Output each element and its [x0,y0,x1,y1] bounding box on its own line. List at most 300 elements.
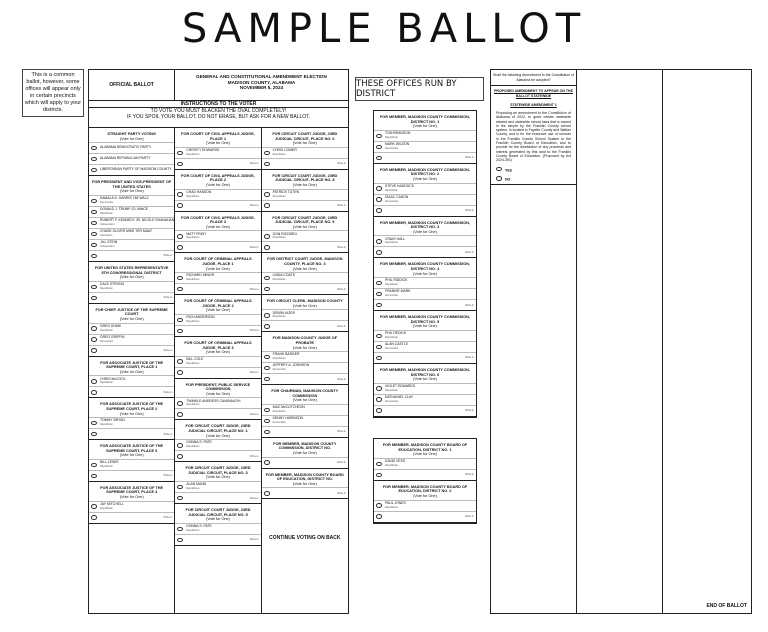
write-in-option[interactable] [175,241,260,252]
write-in-option[interactable] [89,386,174,397]
write-in-option[interactable] [175,534,260,545]
election-line: MADISON COUNTY, ALABAMA [227,79,296,85]
ballot-oval[interactable] [91,463,97,468]
write-in-label: Write-in [249,162,259,166]
write-in-option[interactable] [89,512,174,523]
write-in-option[interactable] [175,158,260,169]
candidate-option[interactable] [89,501,174,512]
vote-for-one: (Vote for One) [119,136,144,141]
candidate-option[interactable] [89,142,174,153]
ballot-oval[interactable] [177,162,183,167]
candidate-name: BILL LEWIS [100,460,119,465]
candidate-option[interactable] [374,235,476,246]
candidate-party: Republican [385,188,398,192]
candidate-option[interactable] [262,272,348,283]
write-in-label: Write-in [465,250,474,254]
ballot-oval[interactable] [376,408,382,413]
candidate-name: PHIL RIDDICK [385,278,408,283]
write-in-label: Write-in [337,287,346,291]
candidate-name-block [273,417,303,425]
ballot-oval[interactable] [177,527,183,532]
candidate-option[interactable] [262,404,348,415]
write-in-option[interactable] [374,405,476,416]
candidate-name-block [100,325,121,333]
ballot-oval[interactable] [177,454,183,459]
candidate-party: Democratic [272,420,286,424]
vote-for-one: (Vote for One) [206,475,230,480]
ballot-oval[interactable] [177,287,183,292]
write-in-label: Write-in [163,474,173,478]
ballot-oval[interactable] [376,239,382,244]
ballot-oval[interactable] [177,203,183,208]
candidate-option[interactable] [374,183,476,194]
race-title [175,504,260,523]
candidate-name: MATT FRIDY [186,231,207,236]
ballot-oval[interactable] [91,515,97,520]
write-in-option[interactable] [262,487,348,498]
ballot-oval[interactable] [376,208,382,213]
candidate-name-block [186,316,214,324]
candidate-name: LIBERTARIAN PARTY OF MADISON COUNTY [100,167,172,172]
write-in-label: Write-in [465,303,474,307]
ballot-oval[interactable] [177,192,183,197]
candidate-name: JILL STEIN [100,240,118,245]
candidate-name: ALABAMA REPUBLICAN PARTY [100,156,151,161]
vote-for-one: (Vote for One) [413,324,437,329]
ballot-oval[interactable] [264,234,270,239]
ballot-oval[interactable] [91,379,97,384]
race-block [175,379,260,421]
vote-for-one: (Vote for One) [292,141,317,146]
amendment-proposed: PROPOSED AMENDMENT TO APPEAR ON THE BALLOT STATEWIDE [494,89,573,98]
ballot-oval[interactable] [91,243,97,248]
race-block [89,128,174,176]
vote-for-one: (Vote for One) [413,452,437,457]
district-education-box [373,438,477,524]
amendment-yes-option[interactable] [491,165,576,175]
vote-for-one: (Vote for One) [206,224,230,229]
write-in-option[interactable] [262,457,348,468]
candidate-party: Republican [186,445,200,449]
write-in-option[interactable] [262,320,348,331]
write-in-option[interactable] [89,292,174,303]
candidate-name-block [273,191,299,199]
candidate-party: Democratic [272,368,286,372]
race-title [374,439,476,458]
candidate-name-block [385,332,406,340]
candidate-name-block [385,196,408,204]
ballot-oval[interactable] [264,377,270,382]
candidate-party: Republican [100,464,113,468]
candidate-name: STEVE HADDOCK [385,183,415,188]
write-in-option[interactable] [374,469,476,480]
candidate-option[interactable] [175,147,260,158]
candidate-option[interactable] [89,195,174,206]
ballot-oval[interactable] [91,210,97,215]
ballot-oval[interactable] [91,168,97,173]
ballot-oval[interactable] [264,162,270,167]
candidate-party: Republican [186,403,200,407]
district-heading: THESE OFFICES RUN BY DISTRICT [355,77,484,101]
ballot-oval[interactable] [264,460,270,465]
candidate-option[interactable] [89,217,174,228]
candidate-name-block [100,378,126,386]
write-in-label: Write-in [337,204,346,208]
ballot-oval[interactable] [264,203,270,208]
candidate-name: PAUL JONES [385,500,406,505]
ballot-oval[interactable] [376,334,382,339]
write-in-option[interactable] [262,283,348,294]
write-in-option[interactable] [374,511,476,522]
candidate-name: GREG GRIFFIN [100,334,125,339]
candidate-option[interactable] [175,481,260,492]
race-block [262,438,348,469]
race-title [175,170,260,189]
candidate-party: Democratic [385,294,399,298]
write-in-option[interactable] [374,246,476,257]
ballot-oval[interactable] [91,221,97,226]
race-block [89,357,174,399]
write-in-option[interactable] [374,152,476,163]
candidate-option[interactable] [262,415,348,426]
write-in-option[interactable] [89,428,174,439]
candidate-name: PHIL REDICK [385,331,407,336]
write-in-label: Write-in [249,329,259,333]
candidate-option[interactable] [374,130,476,141]
race-office: FOR DISTRICT COURT JUDGE, MADISON COUNTY, PLACE NO. 3 [267,257,343,266]
ballot-oval[interactable] [264,245,270,250]
candidate-name-block [100,283,124,291]
election-line: NOVEMBER 5, 2024 [239,85,284,90]
write-in-option[interactable] [262,426,348,437]
end-of-ballot: END OF BALLOT [706,603,747,609]
write-in-option[interactable] [262,373,348,384]
candidate-option[interactable] [374,458,476,469]
candidate-option[interactable] [89,239,174,250]
ballot-oval[interactable] [91,285,97,290]
write-in-option[interactable] [175,283,260,294]
ballot-oval[interactable] [376,356,382,361]
blank-column [577,70,663,613]
official-ballot-label: OFFICIAL BALLOT [89,70,175,100]
race-office: FOR MADISON COUNTY JUDGE OF PROBATE [272,336,338,345]
candidate-option[interactable] [374,277,476,288]
candidate-party: Republican [385,388,398,392]
race-title [175,212,260,231]
ballot-oval[interactable] [376,397,382,402]
candidate-option[interactable] [374,500,476,511]
candidate-party: Republican [186,236,200,240]
ballot-oval[interactable] [264,192,270,197]
write-in-option[interactable] [175,200,260,211]
ballot-oval[interactable] [264,287,270,292]
candidate-name-block [100,503,124,511]
ballot-oval[interactable] [376,345,382,350]
candidate-option[interactable] [262,362,348,373]
candidate-option[interactable] [374,394,476,405]
candidate-option[interactable] [89,164,174,175]
candidate-option[interactable] [262,351,348,362]
ballot-oval[interactable] [376,134,382,139]
ballot-oval[interactable] [177,412,183,417]
write-in-option[interactable] [374,205,476,216]
candidate-option[interactable] [89,375,174,386]
race-title [175,379,260,398]
ballot-oval[interactable] [376,250,382,255]
amendment-no-option[interactable] [491,174,576,185]
write-in-option[interactable] [374,352,476,363]
race-office: FOR PRESIDENT AND VICE-PRESIDENT OF THE UNITED STATES [92,180,172,189]
ballot-oval[interactable] [376,197,382,202]
race-block [89,440,174,482]
candidate-name-block [100,157,150,161]
race-office: FOR ASSOCIATE JUSTICE OF THE SUPREME COURT, PLACE 2 [100,402,164,411]
ballot-oval[interactable] [376,186,382,191]
candidate-option[interactable] [374,341,476,352]
amendment-column [491,70,577,613]
candidate-option[interactable] [89,459,174,470]
write-in-option[interactable] [175,408,260,419]
ballot-oval[interactable] [91,326,97,331]
ballot-oval[interactable] [376,503,382,508]
vote-for-one: (Vote for One) [292,398,317,403]
ballot-oval[interactable] [264,324,270,329]
race-title [374,217,476,236]
ballot-oval[interactable] [177,318,183,323]
candidate-name: TOM BRANDON [385,130,411,135]
ballot-oval[interactable] [264,408,270,413]
write-in-option[interactable] [89,250,174,261]
candidate-name-block [186,274,214,282]
ballot-oval[interactable] [91,232,97,237]
race-office: FOR CIRCUIT COURT JUDGE, 23RD JUDICIAL CIRCUIT, PLACE NO. 6 [272,132,338,141]
candidate-party: Republican [272,152,286,156]
candidate-name-block [100,336,125,344]
candidate-party: Republican [272,278,286,282]
candidate-option[interactable] [89,153,174,164]
candidate-option[interactable] [374,288,476,299]
ballot-oval[interactable] [177,151,183,156]
candidate-name-block [385,502,406,510]
ballot-oval[interactable] [376,156,382,161]
candidate-option[interactable] [89,228,174,239]
candidate-party: Independent [100,222,115,226]
write-in-option[interactable] [175,492,260,503]
race-office: FOR MEMBER, MADISON COUNTY COMMISSION, DISTRICT NO. 4 [379,262,470,271]
race-office: FOR CHIEF JUSTICE OF THE SUPREME COURT [95,307,168,317]
write-in-option[interactable] [175,325,260,336]
yes-label: YES [505,168,513,173]
race-title [262,170,348,189]
ballot-oval[interactable] [91,157,97,162]
ballot-oval[interactable] [91,146,97,151]
ballot-oval[interactable] [264,491,270,496]
race-title [175,295,260,314]
race-office: FOR CIRCUIT COURT JUDGE, 23RD JUDICIAL CIRCUIT, PLACE NO. 5 [185,508,251,517]
candidate-option[interactable] [262,147,348,158]
candidate-option[interactable] [262,189,348,200]
candidate-name-block [100,461,118,469]
instructions-line: TO VOTE YOU MUST BLACKEN THE OVAL COMPLETELY! [150,108,287,114]
ballot-oval[interactable] [177,370,183,375]
candidate-option[interactable] [89,323,174,334]
candidate-option[interactable] [175,439,260,450]
ballot-oval[interactable] [376,514,382,519]
ballot-oval[interactable] [264,430,270,435]
race-office: FOR MEMBER, MADISON COUNTY COMMISSION, DISTRICT NO. 3 [379,220,470,230]
race-title [374,481,476,500]
write-in-option[interactable] [175,450,260,461]
page-title: SAMPLE BALLOT [181,6,587,52]
write-in-label: Write-in [465,209,474,213]
ballot-oval[interactable] [91,348,97,353]
district-commission-box [373,110,477,418]
write-in-label: Write-in [249,245,259,249]
ballot-oval[interactable] [264,151,270,156]
ballot-oval[interactable] [376,281,382,286]
ballot-oval[interactable] [376,386,382,391]
candidate-name: PATRICK TUTEN [272,189,300,194]
vote-for-one: (Vote for One) [206,308,230,313]
ballot-oval[interactable] [177,538,183,543]
race-block [262,385,348,438]
vote-for-one: (Vote for One) [413,377,437,382]
ballot-oval[interactable] [177,329,183,334]
write-in-option[interactable] [374,299,476,310]
ballot-oval[interactable] [264,355,270,360]
instructions [89,101,348,128]
ballot-oval[interactable] [177,401,183,406]
candidate-name-block [186,358,203,366]
ballot-oval[interactable] [91,337,97,342]
candidate-option[interactable] [175,272,260,283]
ballot-oval[interactable] [91,296,97,301]
write-in-option[interactable] [262,200,348,211]
vote-for-one: (Vote for One) [206,350,230,355]
candidate-option[interactable] [175,230,260,241]
write-in-option[interactable] [262,158,348,169]
candidate-option[interactable] [175,523,260,534]
race-block [262,469,348,500]
write-in-option[interactable] [89,345,174,356]
candidate-name: ALABAMA DEMOCRATIC PARTY [100,145,152,150]
candidate-name-block [385,396,413,404]
race-title [262,253,348,272]
candidate-option[interactable] [89,281,174,292]
candidate-party: Republican [385,463,398,467]
race-block [374,364,476,417]
candidate-option[interactable] [374,330,476,341]
vote-for-one: (Vote for One) [119,453,144,458]
candidate-party: Republican [186,361,200,365]
write-in-label: Write-in [249,538,259,542]
race-block [89,176,174,262]
write-in-option[interactable] [175,367,260,378]
candidate-name-block [186,525,212,533]
candidate-option[interactable] [374,141,476,152]
ballot-oval[interactable] [177,359,183,364]
candidate-name: CHRIS COMER [272,147,297,152]
ballot-oval[interactable] [91,254,97,259]
candidate-option[interactable] [262,230,348,241]
race-office: FOR MEMBER, MADISON COUNTY COMMISSION, DISTRICT NO. 6 [379,367,470,377]
ballot-oval[interactable] [177,245,183,250]
candidate-option[interactable] [175,314,260,325]
candidate-option[interactable] [89,417,174,428]
candidate-name: CHASE OLIVER MIKE TER MAAT [100,229,153,234]
ballot-oval[interactable] [376,292,382,297]
ballot-oval[interactable] [376,473,382,478]
candidate-party: Democratic [385,399,399,403]
candidate-name: ALAN CASTLE [385,342,408,347]
write-in-option[interactable] [262,241,348,252]
ballot-oval[interactable] [177,443,183,448]
write-in-label: Write-in [465,409,474,413]
candidate-option[interactable] [374,383,476,394]
candidate-option[interactable] [175,356,260,367]
candidate-name-block [385,290,410,298]
vote-for-one: (Vote for One) [206,141,230,146]
candidate-option[interactable] [89,206,174,217]
ballot-oval[interactable] [91,421,97,426]
ballot-oval[interactable] [177,276,183,281]
race-title [374,311,476,330]
candidate-option[interactable] [262,309,348,320]
ballot-oval[interactable] [376,145,382,150]
vote-for-one: (Vote for One) [206,517,230,522]
ballot-oval[interactable] [177,496,183,501]
race-title [89,262,174,281]
candidate-name-block [186,441,212,449]
ballot-oval[interactable] [91,199,97,204]
ballot-oval[interactable] [91,432,97,437]
ballot-oval[interactable] [376,303,382,308]
race-office: FOR MEMBER, MADISON COUNTY COMMISSION, DISTRICT NO. [273,441,337,451]
candidate-name-block [385,343,408,351]
vote-for-one: (Vote for One) [413,229,437,234]
ballot-oval[interactable] [91,390,97,395]
write-in-label: Write-in [249,454,259,458]
candidate-option[interactable] [374,194,476,205]
candidate-name: DALE STRONG [100,281,125,286]
ballot-oval[interactable] [177,485,183,490]
instructions-header: INSTRUCTIONS TO THE VOTER [89,101,348,108]
ballot-oval[interactable] [264,313,270,318]
ballot-oval[interactable] [91,474,97,479]
race-office: FOR UNITED STATES REPRESENTATIVE 5TH CONGRESSIONAL DISTRICT [94,265,169,275]
race-block [175,295,260,337]
write-in-option[interactable] [89,470,174,481]
ballot-oval[interactable] [177,234,183,239]
candidate-option[interactable] [175,189,260,200]
candidate-name: DONNA S. PATE [186,524,212,529]
candidate-party: Republican [100,286,113,290]
write-in-label: Write-in [163,390,173,394]
candidate-party: Republican [385,283,398,287]
candidate-option[interactable] [175,397,260,408]
candidate-name: ROBERT F. KENNEDY JR. NICOLE SHANAHAN [100,218,175,223]
ballot-oval[interactable] [264,276,270,281]
candidate-option[interactable] [89,334,174,345]
race-office: FOR ASSOCIATE JUSTICE OF THE SUPREME COURT, PLACE 4 [100,485,164,495]
ballot-oval[interactable] [264,419,270,424]
ballot-oval[interactable] [264,366,270,371]
ballot-oval[interactable] [91,504,97,509]
ballot-oval[interactable] [376,462,382,467]
instructions-line: IF YOU SPOIL YOUR BALLOT, DO NOT ERASE, BUT ASK FOR A NEW BALLOT. [126,114,311,120]
candidate-name-block [100,168,171,172]
write-in-label: Write-in [337,162,346,166]
